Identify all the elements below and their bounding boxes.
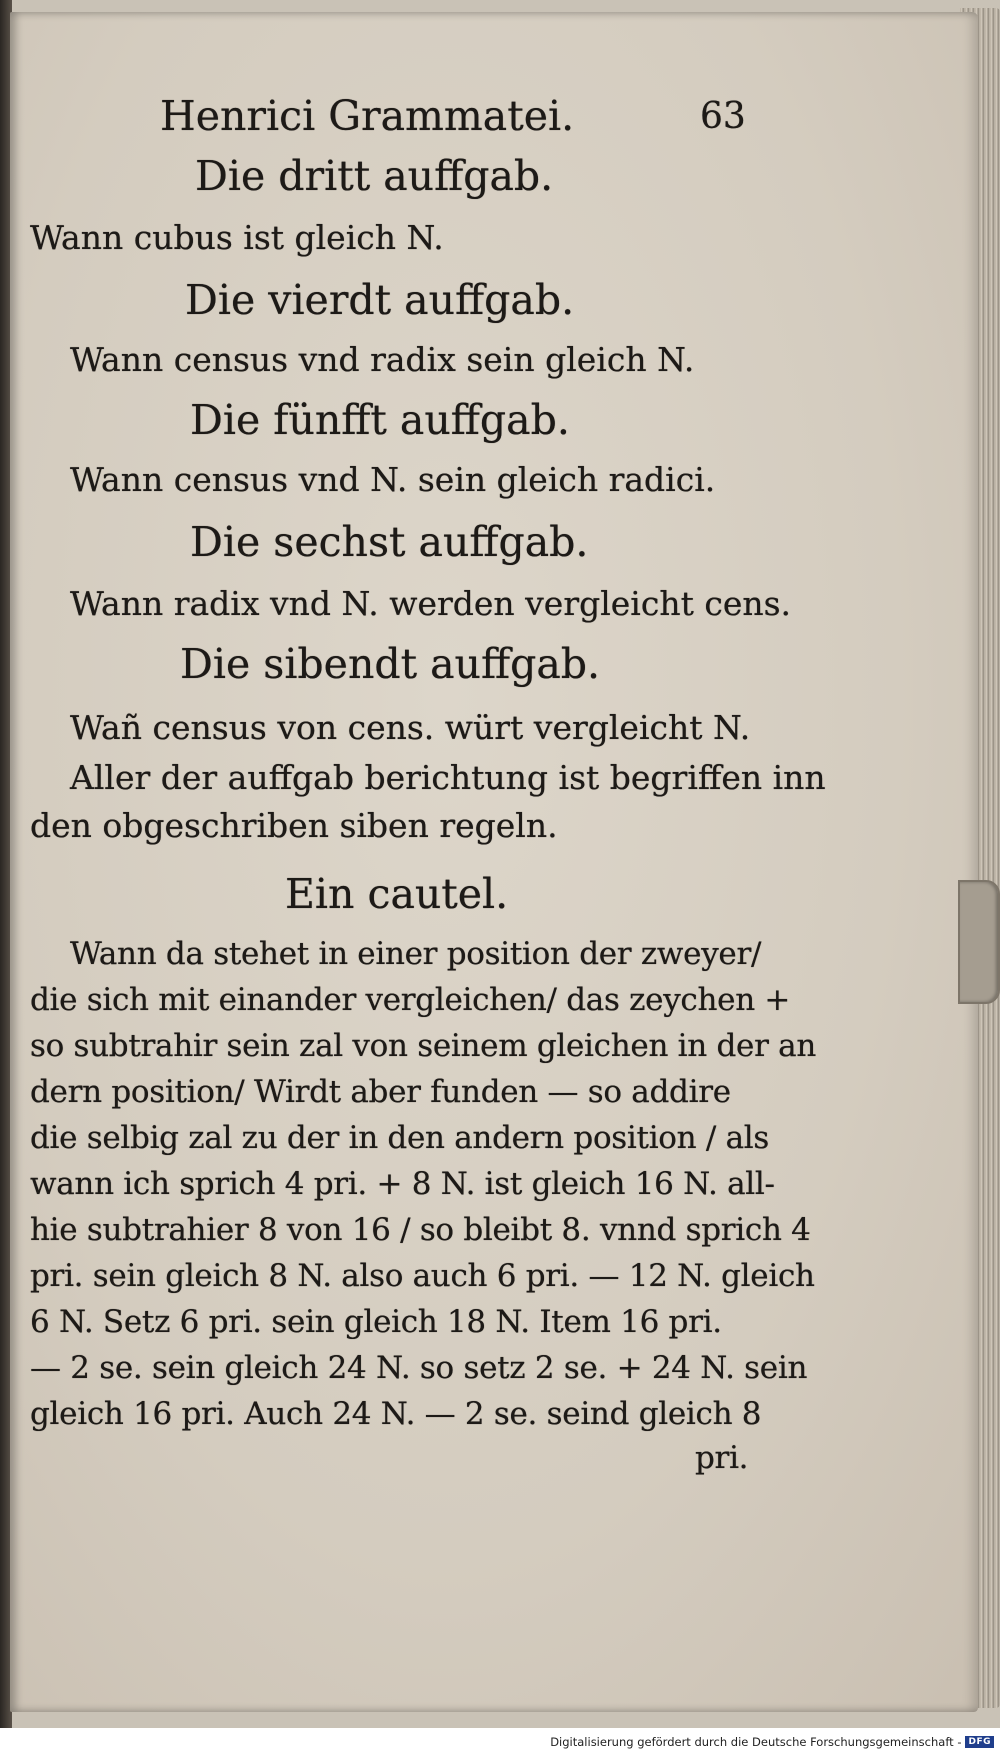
cautel-line: wann ich sprich 4 pri. + 8 N. ist gleich 16 N. all-	[30, 1166, 775, 1202]
cautel-heading: Ein cautel.	[285, 870, 509, 918]
dfg-logo: DFG	[965, 1736, 994, 1748]
section-heading: Die dritt auffgab.	[195, 152, 554, 200]
cautel-line: — 2 se. sein gleich 24 N. so setz 2 se. + 24 N. sein	[30, 1350, 808, 1386]
page-number: 63	[700, 96, 746, 137]
section-heading: Die sechst auffgab.	[190, 518, 589, 566]
cautel-line: gleich 16 pri. Auch 24 N. — 2 se. seind gleich 8	[30, 1396, 762, 1432]
digitization-credit	[550, 1733, 994, 1751]
running-title: Henrici Grammatei.	[160, 92, 575, 140]
cautel-line: pri.	[695, 1440, 749, 1476]
credit-text: Digitalisierung gefördert durch die Deutsche Forschungsgemeinschaft -	[550, 1735, 962, 1749]
cautel-line: die selbig zal zu der in den andern position / als	[30, 1120, 769, 1156]
cautel-line: Wann da stehet in einer position der zweyer/	[70, 936, 762, 972]
section-line: Wann census vnd radix sein gleich N.	[70, 340, 695, 379]
section-heading: Die fünfft auffgab.	[190, 396, 570, 444]
section-line: Wañ census von cens. würt vergleicht N.	[70, 708, 751, 747]
cautel-line: die sich mit einander vergleichen/ das zeychen +	[30, 982, 791, 1018]
cautel-line: hie subtrahier 8 von 16 / so bleibt 8. vnnd sprich 4	[30, 1212, 811, 1248]
cautel-line: pri. sein gleich 8 N. also auch 6 pri. — 12 N. gleich	[30, 1258, 815, 1294]
book-page	[10, 12, 978, 1712]
section-line: Wann cubus ist gleich N.	[30, 218, 444, 257]
cautel-line: so subtrahir sein zal von seinem gleichen in der an	[30, 1028, 817, 1064]
cautel-line: 6 N. Setz 6 pri. sein gleich 18 N. Item 16 pri.	[30, 1304, 722, 1340]
section-heading: Die sibendt auffgab.	[180, 640, 601, 688]
section-heading: Die vierdt auffgab.	[185, 276, 575, 324]
bookmark-tab	[958, 880, 1000, 1004]
section-line: Wann census vnd N. sein gleich radici.	[70, 460, 716, 499]
cautel-line: dern position/ Wirdt aber funden — so addire	[30, 1074, 731, 1110]
section-line: Wann radix vnd N. werden vergleicht cens.	[70, 584, 792, 623]
summary-line: den obgeschriben siben regeln.	[30, 806, 558, 845]
summary-line: Aller der auffgab berichtung ist begriffen inn	[70, 758, 826, 797]
